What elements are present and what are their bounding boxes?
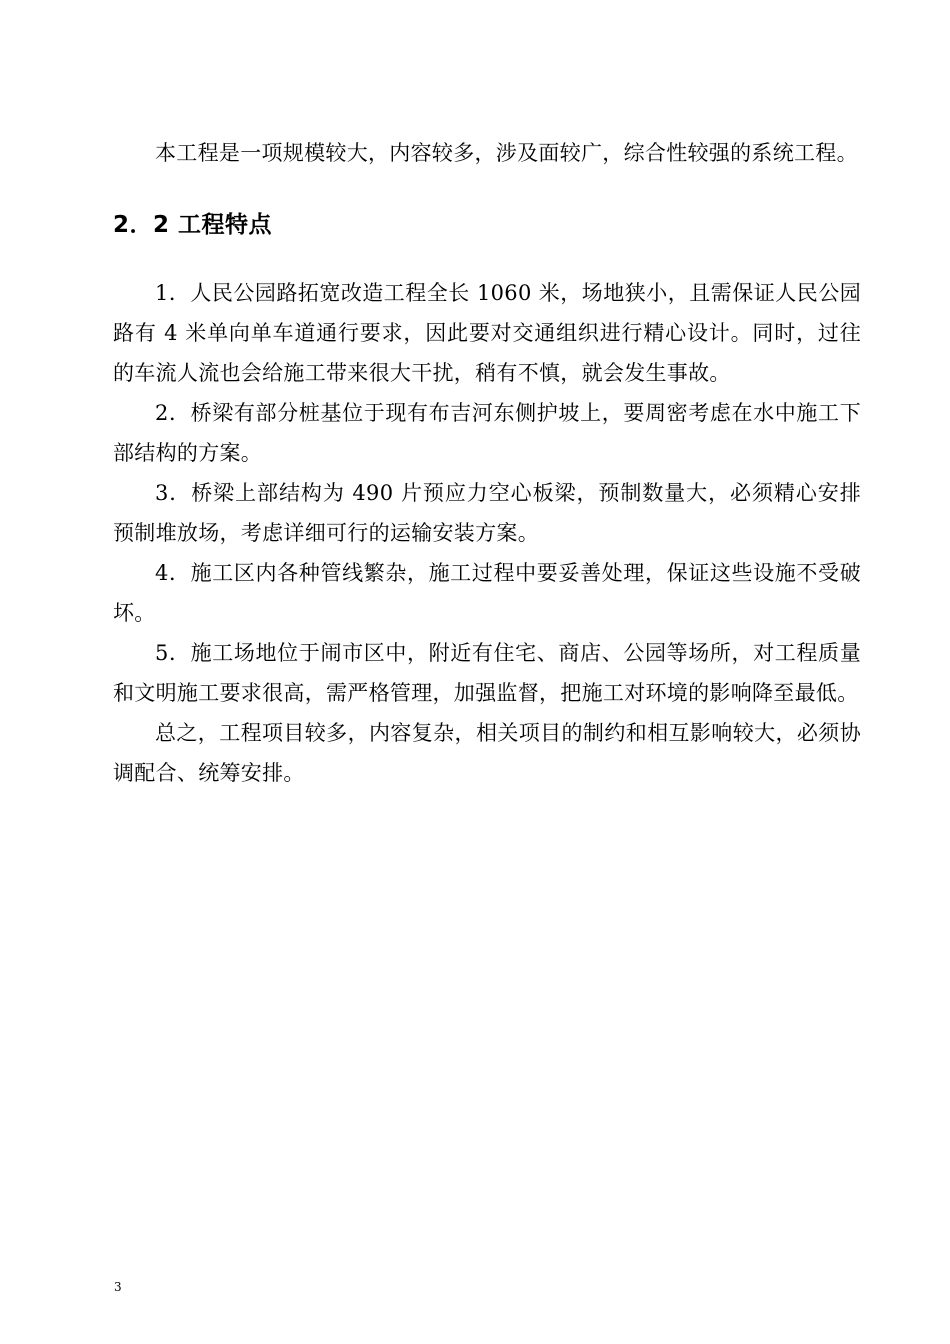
page-content [113, 133, 861, 793]
feature-item-4: 4．施工区内各种管线繁杂，施工过程中要妥善处理，保证这些设施不受破坏。 [113, 561, 861, 625]
feature-item-1: 1．人民公园路拓宽改造工程全长 1060 米，场地狭小，且需保证人民公园路有 4 米单向单车道通行要求，因此要对交通组织进行精心设计。同时，过往的车流人流也会给施工带来很大干扰，稍有不慎，就会发生事故。 [113, 281, 861, 385]
summary-paragraph: 总之，工程项目较多，内容复杂，相关项目的制约和相互影响较大，必须协调配合、统筹安排。 [113, 721, 861, 785]
feature-item-3: 3．桥梁上部结构为 490 片预应力空心板梁，预制数量大，必须精心安排预制堆放场，考虑详细可行的运输安装方案。 [113, 481, 861, 545]
feature-item-2: 2．桥梁有部分桩基位于现有布吉河东侧护坡上，要周密考虑在水中施工下部结构的方案。 [113, 401, 861, 465]
feature-item-5: 5．施工场地位于闹市区中，附近有住宅、商店、公园等场所，对工程质量和文明施工要求很高，需严格管理，加强监督，把施工对环境的影响降至最低。 [113, 641, 861, 705]
section-heading: 2．2 工程特点 [113, 212, 273, 238]
page-number: 3 [114, 1280, 122, 1294]
intro-paragraph: 本工程是一项规模较大，内容较多，涉及面较广，综合性较强的系统工程。 [155, 141, 858, 165]
